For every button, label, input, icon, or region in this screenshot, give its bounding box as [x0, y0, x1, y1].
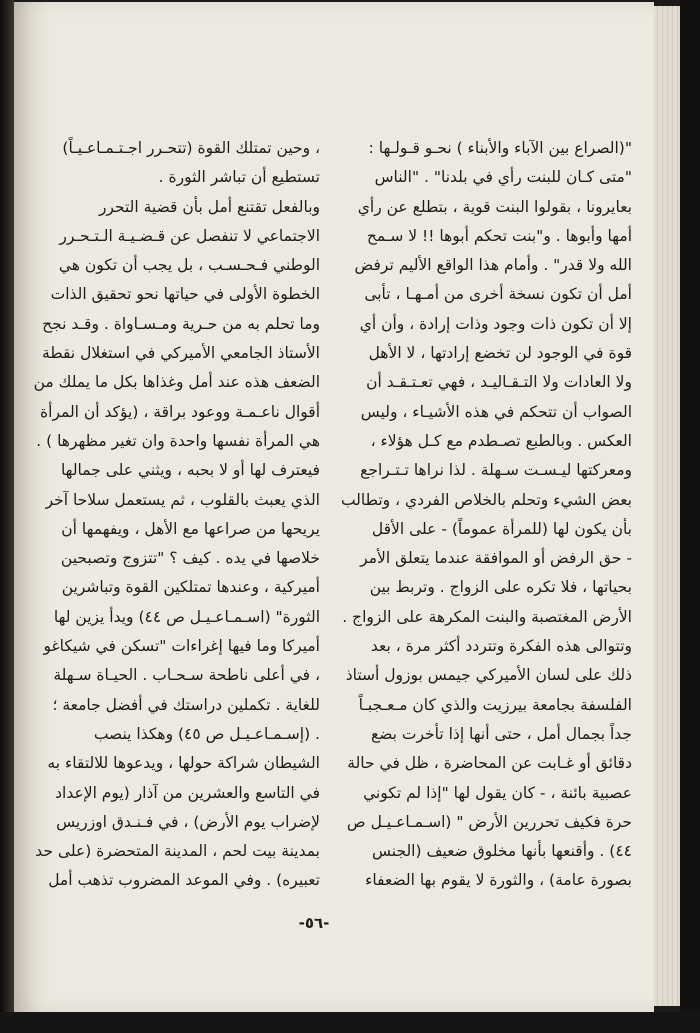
- text-line: لإضراب يوم الأرض) ، في فـنـدق اوزريس: [56, 812, 320, 831]
- bottom-background: [0, 1012, 700, 1033]
- text-line: "متى كـان للبنت رأي في بلدنا" . "الناس: [374, 168, 632, 187]
- text-line: بصورة عامة) ، والثورة لا يقوم بها الضعفاء: [365, 871, 632, 890]
- text-line: الثورة" (اسـمـاعـيـل ص ٤٤) ويدأ يزين لها: [53, 607, 320, 626]
- text-line: الله ولا قدر" . وأمام هذا الواقع الأليم ترفض: [354, 256, 632, 275]
- book-binding-shadow: [0, 0, 14, 1033]
- text-line: "(الصراع بين الآباء والأبناء ) نحـو قـولـها :: [368, 139, 632, 157]
- text-line: ومعركتها ليـسـت سـهلة . لذا نراها تـتـراجع: [360, 461, 632, 480]
- text-line: الفلسفة بجامعة بيرزيت والذي كان مـعـجبـاً: [358, 695, 632, 714]
- text-line: وبالفعل تقتنع أمل بأن قضية التحرر: [98, 197, 320, 216]
- page-number: -٥٦-: [298, 914, 330, 932]
- text-line: بعايرونا ، بقولوا البنت قوية ، بتطلع عن رأي: [357, 197, 632, 216]
- text-line: الخطوة الأولى في حياتها نحو تحقيق الذات: [50, 285, 320, 304]
- text-line: بحياتها ، فلا تكره على الزواج . وتربط بين: [369, 578, 632, 597]
- text-line: الأرض المغتصبة والبنت المكرهة على الزواج .: [342, 607, 632, 626]
- text-line: ذلك على لسان الأميركي جيمس بوزول أستاذ: [345, 666, 632, 685]
- text-line: قوة في الوجود لن تخضع إرادتها ، لا الأهل: [368, 344, 632, 363]
- text-line: الصواب أن تتحكم في هذه الأشيـاء ، وليس: [360, 402, 632, 421]
- text-line: الوطني فـحـسـب ، بل يجب أن تكون هي: [58, 256, 320, 275]
- text-line: الشيطان شراكة حولها ، ويدعوها للالتقاء به: [47, 754, 320, 773]
- text-line: ولا العادات ولا التـقـاليـد ، فهي تعـتـقـد أن: [366, 373, 632, 392]
- text-line: أقوال ناعـمـة ووعود براقة ، (يؤكد أن المرأة: [40, 402, 320, 421]
- text-line: الضعف هذه عند أمل وغذاها بكل ما يملك من: [33, 373, 320, 392]
- text-line: بعض الشيء وتحلم بالخلاص الفردي ، وتطالب: [340, 490, 632, 509]
- text-column-left: [20, 134, 320, 896]
- text-line: الاجتماعي لا تنفصل عن قـضـيـة الـتـحـرر: [59, 226, 320, 245]
- text-line: أميركية ، وعندها تمتلكين القوة وتباشرين: [61, 578, 320, 597]
- text-line: ، وحين تمتلك القوة (تتحـرر اجـتـمـاعـيـاً): [62, 139, 320, 157]
- text-line: وما تحلم به من حـرية ومـسـاواة . وقـد نجح: [42, 314, 320, 333]
- page-edges: [654, 6, 680, 1006]
- text-line: عصبية بائنة ، - كان يقول لها "إذا لم تكوني: [363, 783, 632, 802]
- text-column-right: [332, 134, 632, 896]
- text-line: ٤٤) . وأقنعها بأنها مخلوق ضعيف (الجنس: [372, 842, 632, 861]
- text-line: العكس . وبالطبع تصـطدم مع كـل هؤلاء ،: [370, 431, 632, 450]
- text-line: فيعترف لها أو لا بحبه ، ويثني على جمالها: [60, 461, 320, 480]
- book-page: [14, 2, 654, 1012]
- text-line: أمل أن تكون نسخة أخرى من أمـهـا ، تأبى: [364, 285, 632, 304]
- text-line: بأن يكون لها (للمرأة عموماً) - على الأقل: [371, 519, 632, 538]
- text-line: حرة فكيف تحررين الأرض " (اسـمـاعـيـل ص: [346, 812, 632, 831]
- text-line: بمدينة بيت لحم ، المدينة المتحضرة (على حد: [35, 842, 320, 861]
- text-line: الذي يعبث بالقلوب ، ثم يستعمل سلاحا آخر: [45, 490, 320, 509]
- text-line: تعبيره) . وفي الموعد المضروب تذهب أمل: [48, 871, 320, 890]
- text-line: ، في أعلى ناطحة سـحـاب . الحيـاة سـهلة: [53, 666, 320, 685]
- right-background: [680, 0, 700, 1033]
- text-line: يريحها من صراعها مع الأهل ، ويفهمها أن: [61, 519, 320, 538]
- text-line: الأستاذ الجامعي الأميركي في استغلال نقطة: [42, 344, 320, 363]
- text-line: . (إسـمـاعـيـل ص ٤٥) وهكذا ينصب: [93, 724, 320, 743]
- text-line: خلاصها في يده . كيف ؟ "تتزوج وتصبحين: [60, 549, 320, 568]
- text-line: أميركا وما فيها إغراءات "تسكن في شيكاغو: [43, 637, 320, 656]
- text-line: تستطيع أن تباشر الثورة .: [158, 168, 320, 187]
- text-line: أمها وأبوها . و"بنت تحكم أبوها !! لا سـمح: [366, 226, 632, 245]
- text-line: - حق الرفض أو الموافقة عندما يتعلق الأمر: [360, 549, 632, 568]
- text-line: جداً بجمال أمل ، حتى أنها إذا تأخرت بضع: [370, 724, 632, 743]
- text-line: هي المرأة نفسها واحدة وان تغير مظهرها ) .: [36, 431, 320, 450]
- text-line: في التاسع والعشرين من آذار (يوم الإعداد: [55, 783, 320, 802]
- text-line: دقائق أو غـابت عن المحاضرة ، ظل في حالة: [347, 754, 632, 773]
- text-line: وتتوالى هذه الفكرة وتتردد أكثر مرة ، بعد: [370, 637, 632, 656]
- text-line: للغاية . تكملين دراستك في أفضل جامعة ؛: [52, 695, 320, 714]
- text-line: إلا أن تكون ذات وجود وذات إرادة ، وأن أي: [359, 314, 632, 333]
